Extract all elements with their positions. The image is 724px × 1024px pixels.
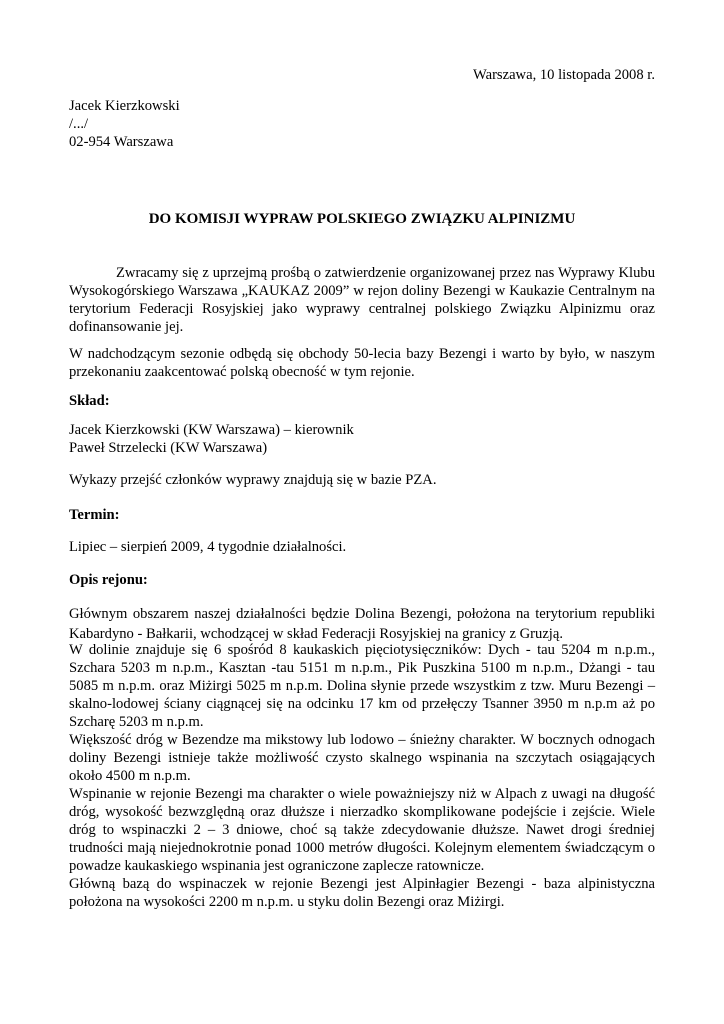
intro-line: Wysokogórskiego Warszawa „KAUKAZ 2009” w rejon doliny Bezengi w Kaukazie Centralnym na <box>69 283 655 299</box>
sender-address-elided: /.../ <box>69 116 89 132</box>
sklad-note: Wykazy przejść członków wyprawy znajdują się w bazie PZA. <box>69 472 437 488</box>
opis-line: doliny Bezengi istnieje także możliwość czysto skalnego wspinania na szczytach osiągających <box>69 750 655 766</box>
opis-line: około 4500 m n.p.m. <box>69 768 191 784</box>
intro-line: Zwracamy się z uprzejmą prośbą o zatwierdzenie organizowanej przez nas Wyprawy Klubu <box>116 265 655 281</box>
opis-line: Główną bazą do wspinaczek w rejonie Bezengi jest Alpinłagier Bezengi - baza alpinistyczna <box>69 876 655 892</box>
opis-line: Szchara 5203 m n.p.m., Kasztan -tau 5151 m n.p.m., Pik Puszkina 5100 m n.p.m., Dżangi - tau <box>69 660 655 676</box>
opis-line: położona na wysokości 2200 m n.p.m. u styku dolin Bezengi oraz Miżirgi. <box>69 894 505 910</box>
letter-title: DO KOMISJI WYPRAW POLSKIEGO ZWIĄZKU ALPINIZMU <box>148 211 576 227</box>
sklad-member: Jacek Kierzkowski (KW Warszawa) – kierownik <box>69 422 354 438</box>
termin-text: Lipiec – sierpień 2009, 4 tygodnie działalności. <box>69 539 347 555</box>
letter-date: Warszawa, 10 listopada 2008 r. <box>472 67 655 83</box>
opis-line: Szcharę 5203 m n.p.m. <box>69 714 204 730</box>
opis-line: 5085 m n.p.m. oraz Miżirgi 5025 m n.p.m. Dolina słynie przede wszystkim z tzw. Muru Bezengi – <box>69 678 655 694</box>
intro-line: dofinansowanie jej. <box>69 319 184 335</box>
opis-line: Większość dróg w Bezendze ma mikstowy lub lodowo – śnieżny charakter. W bocznych odnogach <box>69 732 655 748</box>
sklad-heading: Skład: <box>69 393 110 409</box>
opis-line: dróg to wspinaczki 2 – 3 dniowe, choć są także zdecydowanie dłuższe. Nawet drogi średniej <box>69 822 655 838</box>
sklad-member: Paweł Strzelecki (KW Warszawa) <box>69 440 268 456</box>
termin-heading: Termin: <box>69 507 120 523</box>
opis-line: powadze kaukaskiego wspinania jest ograniczone zaplecze ratownicze. <box>69 858 485 874</box>
opis-line: W dolinie znajduje się 6 spośród 8 kaukaskich pięciotysięczników: Dych - tau 5204 m n.p.m., <box>69 642 655 658</box>
opis-line: Głównym obszarem naszej działalności będzie Dolina Bezengi, położona na terytorium republiki <box>69 606 655 622</box>
opis-line: trudności mają niejednokrotnie ponad 1000 metrów długości. Kolejnym elementem świadczącym o <box>69 840 655 856</box>
sender-name: Jacek Kierzkowski <box>69 98 180 114</box>
opis-heading: Opis rejonu: <box>69 572 148 588</box>
opis-line: skalno-lodowej ściany ciągnącej się na odcinku 17 km od przełęczy Tsanner 3950 m n.p.m aż po <box>69 696 655 712</box>
anniversary-line: przekonaniu zaakcentować polską obecność w tym rejonie. <box>69 364 415 380</box>
opis-line: Wspinanie w rejonie Bezengi ma charakter o wiele poważniejszy niż w Alpach z uwagi na długość <box>69 786 655 802</box>
sender-city: 02-954 Warszawa <box>69 134 174 150</box>
intro-line: terytorium Federacji Rosyjskiej jako wyprawy centralnej polskiego Związku Alpinizmu oraz <box>69 301 655 317</box>
anniversary-line: W nadchodzącym sezonie odbędą się obchody 50-lecia bazy Bezengi i warto by było, w naszym <box>69 346 655 362</box>
opis-line: Kabardyno - Bałkarii, wchodzącej w skład Federacji Rosyjskiej na granicy z Gruzją. <box>69 626 563 642</box>
opis-line: dróg, wysokość bezwzględną oraz dłuższe i nierzadko skomplikowane podejście i zejście. Wiele <box>69 804 655 820</box>
